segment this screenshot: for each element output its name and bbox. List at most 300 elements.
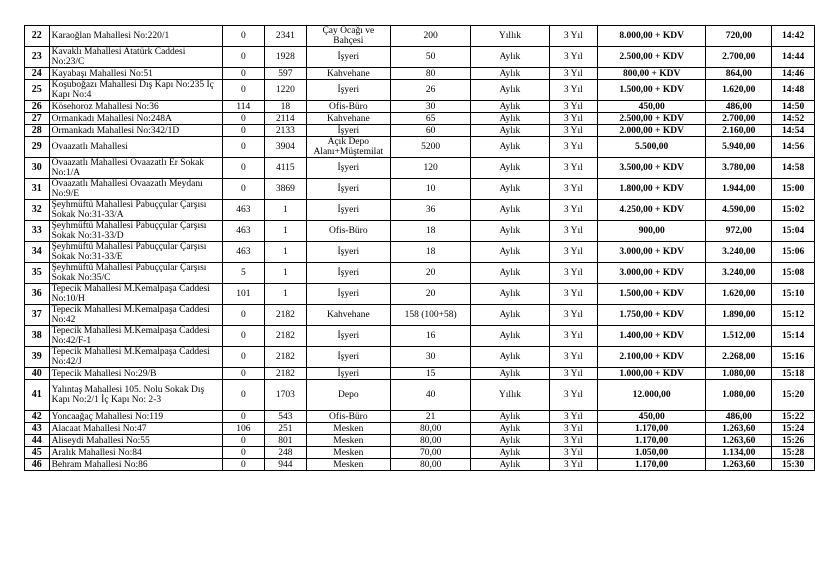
row-number: 43 xyxy=(25,423,50,435)
alan-cell: 30 xyxy=(391,347,471,368)
odeme-cell: Aylık xyxy=(471,179,549,200)
odeme-cell: Aylık xyxy=(471,423,549,435)
parsel-cell: 3904 xyxy=(265,137,306,158)
saat-cell: 14:50 xyxy=(772,101,815,113)
alan-cell: 20 xyxy=(391,263,471,284)
nitelik-cell: İşyeri xyxy=(306,326,391,347)
nitelik-cell: Açık Depo Alanı+Müştemilat xyxy=(306,137,391,158)
table-row xyxy=(25,284,815,305)
alan-cell: 15 xyxy=(391,368,471,380)
address-cell: Tepecik Mahallesi M.Kemalpaşa Caddesi No:42/J xyxy=(49,347,222,368)
sure-cell: 3 Yıl xyxy=(549,305,597,326)
table-row xyxy=(25,158,815,179)
sure-cell: 3 Yıl xyxy=(549,326,597,347)
saat-cell: 14:46 xyxy=(772,68,815,80)
sure-cell: 3 Yıl xyxy=(549,221,597,242)
sure-cell: 3 Yıl xyxy=(549,125,597,137)
alan-cell: 10 xyxy=(391,179,471,200)
address-cell: Kösehoroz Mahallesi No:36 xyxy=(49,101,222,113)
ada-cell: 0 xyxy=(222,125,265,137)
nitelik-cell: İşyeri xyxy=(306,284,391,305)
parsel-cell: 801 xyxy=(265,435,306,447)
sure-cell: 3 Yıl xyxy=(549,459,597,471)
saat-cell: 14:44 xyxy=(772,47,815,68)
nitelik-cell: İşyeri xyxy=(306,158,391,179)
alan-cell: 18 xyxy=(391,221,471,242)
bedel-cell: 4.250,00 + KDV xyxy=(598,200,706,221)
sure-cell: 3 Yıl xyxy=(549,26,597,47)
bedel-cell: 2.100,00 + KDV xyxy=(598,347,706,368)
table-row xyxy=(25,411,815,423)
nitelik-cell: Mesken xyxy=(306,435,391,447)
nitelik-cell: Mesken xyxy=(306,423,391,435)
saat-cell: 14:54 xyxy=(772,125,815,137)
row-number: 38 xyxy=(25,326,50,347)
nitelik-cell: İşyeri xyxy=(306,242,391,263)
bedel-cell: 1.170,00 xyxy=(598,459,706,471)
saat-cell: 15:16 xyxy=(772,347,815,368)
nitelik-cell: İşyeri xyxy=(306,179,391,200)
odeme-cell: Aylık xyxy=(471,200,549,221)
odeme-cell: Aylık xyxy=(471,137,549,158)
alan-cell: 21 xyxy=(391,411,471,423)
bedel-cell: 1.050,00 xyxy=(598,447,706,459)
odeme-cell: Aylık xyxy=(471,68,549,80)
teminat-cell: 1.890,00 xyxy=(706,305,772,326)
table-row xyxy=(25,435,815,447)
sure-cell: 3 Yıl xyxy=(549,423,597,435)
ada-cell: 0 xyxy=(222,179,265,200)
odeme-cell: Aylık xyxy=(471,326,549,347)
saat-cell: 15:04 xyxy=(772,221,815,242)
alan-cell: 70,00 xyxy=(391,447,471,459)
odeme-cell: Aylık xyxy=(471,263,549,284)
teminat-cell: 1.620,00 xyxy=(706,284,772,305)
saat-cell: 15:14 xyxy=(772,326,815,347)
saat-cell: 15:18 xyxy=(772,368,815,380)
odeme-cell: Aylık xyxy=(471,305,549,326)
bedel-cell: 1.170,00 xyxy=(598,435,706,447)
saat-cell: 15:26 xyxy=(772,435,815,447)
teminat-cell: 1.263,60 xyxy=(706,423,772,435)
address-cell: Ovaazatlı Mahallesi Ovaazatlı Meydanı No:9/E xyxy=(49,179,222,200)
saat-cell: 15:30 xyxy=(772,459,815,471)
bedel-cell: 2.500,00 + KDV xyxy=(598,47,706,68)
odeme-cell: Aylık xyxy=(471,435,549,447)
sure-cell: 3 Yıl xyxy=(549,113,597,125)
parsel-cell: 1 xyxy=(265,263,306,284)
alan-cell: 18 xyxy=(391,242,471,263)
parsel-cell: 2133 xyxy=(265,125,306,137)
row-number: 39 xyxy=(25,347,50,368)
nitelik-cell: Ofis-Büro xyxy=(306,221,391,242)
bedel-cell: 3.500,00 + KDV xyxy=(598,158,706,179)
nitelik-cell: Kahvehane xyxy=(306,305,391,326)
row-number: 25 xyxy=(25,80,50,101)
row-number: 40 xyxy=(25,368,50,380)
sure-cell: 3 Yıl xyxy=(549,158,597,179)
parsel-cell: 543 xyxy=(265,411,306,423)
ada-cell: 0 xyxy=(222,137,265,158)
address-cell: Tepecik Mahallesi M.Kemalpaşa Caddesi No:10/H xyxy=(49,284,222,305)
ada-cell: 5 xyxy=(222,263,265,284)
row-number: 37 xyxy=(25,305,50,326)
parsel-cell: 597 xyxy=(265,68,306,80)
table-row xyxy=(25,326,815,347)
alan-cell: 50 xyxy=(391,47,471,68)
saat-cell: 15:00 xyxy=(772,179,815,200)
teminat-cell: 864,00 xyxy=(706,68,772,80)
address-cell: Koşuboğazı Mahallesi Dış Kapı No:235 İç Kapı No:4 xyxy=(49,80,222,101)
sure-cell: 3 Yıl xyxy=(549,101,597,113)
nitelik-cell: Kahvehane xyxy=(306,113,391,125)
saat-cell: 14:58 xyxy=(772,158,815,179)
sure-cell: 3 Yıl xyxy=(549,435,597,447)
table-row xyxy=(25,459,815,471)
alan-cell: 65 xyxy=(391,113,471,125)
table-row xyxy=(25,68,815,80)
odeme-cell: Aylık xyxy=(471,47,549,68)
table-row xyxy=(25,305,815,326)
saat-cell: 14:48 xyxy=(772,80,815,101)
odeme-cell: Yıllık xyxy=(471,26,549,47)
saat-cell: 15:28 xyxy=(772,447,815,459)
table-row xyxy=(25,80,815,101)
parsel-cell: 1 xyxy=(265,284,306,305)
row-number: 46 xyxy=(25,459,50,471)
address-cell: Ovaazatlı Mahallesi Ovaazatlı Er Sokak No:1/A xyxy=(49,158,222,179)
bedel-cell: 450,00 xyxy=(598,101,706,113)
bedel-cell: 2.500,00 + KDV xyxy=(598,113,706,125)
alan-cell: 158 (100+58) xyxy=(391,305,471,326)
alan-cell: 26 xyxy=(391,80,471,101)
ada-cell: 0 xyxy=(222,380,265,411)
address-cell: Karaoğlan Mahallesi No:220/1 xyxy=(49,26,222,47)
odeme-cell: Aylık xyxy=(471,411,549,423)
address-cell: Aralık Mahallesi No:84 xyxy=(49,447,222,459)
address-cell: Tepecik Mahallesi M.Kemalpaşa Caddesi No:42 xyxy=(49,305,222,326)
row-number: 29 xyxy=(25,137,50,158)
bedel-cell: 1.800,00 + KDV xyxy=(598,179,706,200)
row-number: 22 xyxy=(25,26,50,47)
teminat-cell: 1.263,60 xyxy=(706,435,772,447)
table-row xyxy=(25,179,815,200)
alan-cell: 80,00 xyxy=(391,435,471,447)
ada-cell: 0 xyxy=(222,326,265,347)
teminat-cell: 4.590,00 xyxy=(706,200,772,221)
address-cell: Yoncaağaç Mahallesi No:119 xyxy=(49,411,222,423)
row-number: 32 xyxy=(25,200,50,221)
parsel-cell: 1 xyxy=(265,242,306,263)
ada-cell: 114 xyxy=(222,101,265,113)
table-row xyxy=(25,26,815,47)
nitelik-cell: İşyeri xyxy=(306,368,391,380)
ada-cell: 463 xyxy=(222,221,265,242)
alan-cell: 20 xyxy=(391,284,471,305)
ada-cell: 0 xyxy=(222,368,265,380)
row-number: 27 xyxy=(25,113,50,125)
alan-cell: 80,00 xyxy=(391,459,471,471)
odeme-cell: Yıllık xyxy=(471,380,549,411)
row-number: 42 xyxy=(25,411,50,423)
saat-cell: 15:10 xyxy=(772,284,815,305)
nitelik-cell: İşyeri xyxy=(306,200,391,221)
address-cell: Ormankadı Mahallesi No:342/1D xyxy=(49,125,222,137)
nitelik-cell: İşyeri xyxy=(306,263,391,284)
ada-cell: 0 xyxy=(222,347,265,368)
parsel-cell: 251 xyxy=(265,423,306,435)
bedel-cell: 12.000,00 xyxy=(598,380,706,411)
alan-cell: 60 xyxy=(391,125,471,137)
parsel-cell: 1220 xyxy=(265,80,306,101)
bedel-cell: 2.000,00 + KDV xyxy=(598,125,706,137)
nitelik-cell: İşyeri xyxy=(306,347,391,368)
teminat-cell: 486,00 xyxy=(706,101,772,113)
address-cell: Behram Mahallesi No:86 xyxy=(49,459,222,471)
odeme-cell: Aylık xyxy=(471,447,549,459)
parsel-cell: 4115 xyxy=(265,158,306,179)
saat-cell: 14:52 xyxy=(772,113,815,125)
bedel-cell: 900,00 xyxy=(598,221,706,242)
row-number: 34 xyxy=(25,242,50,263)
bedel-cell: 8.000,00 + KDV xyxy=(598,26,706,47)
bedel-cell: 3.000,00 + KDV xyxy=(598,263,706,284)
teminat-cell: 2.268,00 xyxy=(706,347,772,368)
address-cell: Kayabaşı Mahallesi No:51 xyxy=(49,68,222,80)
odeme-cell: Aylık xyxy=(471,459,549,471)
bedel-cell: 1.750,00 + KDV xyxy=(598,305,706,326)
address-cell: Aliseydi Mahallesi No:55 xyxy=(49,435,222,447)
nitelik-cell: Mesken xyxy=(306,447,391,459)
address-cell: Ovaazatlı Mahallesi xyxy=(49,137,222,158)
parsel-cell: 1 xyxy=(265,200,306,221)
teminat-cell: 972,00 xyxy=(706,221,772,242)
bedel-cell: 450,00 xyxy=(598,411,706,423)
saat-cell: 15:08 xyxy=(772,263,815,284)
table-row xyxy=(25,347,815,368)
saat-cell: 15:06 xyxy=(772,242,815,263)
parsel-cell: 2341 xyxy=(265,26,306,47)
ada-cell: 0 xyxy=(222,113,265,125)
ada-cell: 0 xyxy=(222,459,265,471)
sure-cell: 3 Yıl xyxy=(549,137,597,158)
teminat-cell: 1.134,00 xyxy=(706,447,772,459)
teminat-cell: 3.240,00 xyxy=(706,242,772,263)
row-number: 45 xyxy=(25,447,50,459)
alan-cell: 30 xyxy=(391,101,471,113)
nitelik-cell: İşyeri xyxy=(306,47,391,68)
ada-cell: 106 xyxy=(222,423,265,435)
table-row xyxy=(25,137,815,158)
address-cell: Şeyhmüftü Mahallesi Pabuççular Çarşısı Sokak No:35/C xyxy=(49,263,222,284)
nitelik-cell: İşyeri xyxy=(306,125,391,137)
parsel-cell: 2114 xyxy=(265,113,306,125)
ada-cell: 0 xyxy=(222,435,265,447)
alan-cell: 120 xyxy=(391,158,471,179)
row-number: 44 xyxy=(25,435,50,447)
parsel-cell: 2182 xyxy=(265,347,306,368)
bedel-cell: 3.000,00 + KDV xyxy=(598,242,706,263)
ada-cell: 0 xyxy=(222,68,265,80)
nitelik-cell: Kahvehane xyxy=(306,68,391,80)
row-number: 23 xyxy=(25,47,50,68)
address-cell: Şeyhmüftü Mahallesi Pabuççular Çarşısı Sokak No:31-33/D xyxy=(49,221,222,242)
nitelik-cell: Ofis-Büro xyxy=(306,411,391,423)
sure-cell: 3 Yıl xyxy=(549,200,597,221)
ada-cell: 0 xyxy=(222,80,265,101)
parsel-cell: 248 xyxy=(265,447,306,459)
sure-cell: 3 Yıl xyxy=(549,284,597,305)
odeme-cell: Aylık xyxy=(471,113,549,125)
teminat-cell: 3.240,00 xyxy=(706,263,772,284)
rental-tender-table xyxy=(24,25,815,471)
nitelik-cell: Çay Ocağı ve Bahçesi xyxy=(306,26,391,47)
table-row xyxy=(25,380,815,411)
saat-cell: 15:02 xyxy=(772,200,815,221)
teminat-cell: 2.160,00 xyxy=(706,125,772,137)
address-cell: Alacaat Mahallesi No:47 xyxy=(49,423,222,435)
ada-cell: 0 xyxy=(222,447,265,459)
table-row xyxy=(25,263,815,284)
nitelik-cell: Mesken xyxy=(306,459,391,471)
table-row xyxy=(25,125,815,137)
address-cell: Şeyhmüftü Mahallesi Pabuççular Çarşısı Sokak No:31-33/E xyxy=(49,242,222,263)
odeme-cell: Aylık xyxy=(471,101,549,113)
parsel-cell: 18 xyxy=(265,101,306,113)
nitelik-cell: Depo xyxy=(306,380,391,411)
teminat-cell: 3.780,00 xyxy=(706,158,772,179)
bedel-cell: 1.000,00 + KDV xyxy=(598,368,706,380)
table-row xyxy=(25,101,815,113)
ada-cell: 0 xyxy=(222,305,265,326)
table-row xyxy=(25,200,815,221)
teminat-cell: 1.080,00 xyxy=(706,380,772,411)
row-number: 33 xyxy=(25,221,50,242)
row-number: 24 xyxy=(25,68,50,80)
row-number: 30 xyxy=(25,158,50,179)
row-number: 35 xyxy=(25,263,50,284)
row-number: 28 xyxy=(25,125,50,137)
address-cell: Şeyhmüftü Mahallesi Pabuççular Çarşısı Sokak No:31-33/A xyxy=(49,200,222,221)
ada-cell: 0 xyxy=(222,411,265,423)
parsel-cell: 2182 xyxy=(265,326,306,347)
teminat-cell: 720,00 xyxy=(706,26,772,47)
saat-cell: 15:12 xyxy=(772,305,815,326)
teminat-cell: 1.512,00 xyxy=(706,326,772,347)
table-row xyxy=(25,423,815,435)
table-row xyxy=(25,368,815,380)
parsel-cell: 2182 xyxy=(265,305,306,326)
teminat-cell: 1.080,00 xyxy=(706,368,772,380)
teminat-cell: 1.263,60 xyxy=(706,459,772,471)
saat-cell: 14:42 xyxy=(772,26,815,47)
odeme-cell: Aylık xyxy=(471,80,549,101)
alan-cell: 5200 xyxy=(391,137,471,158)
teminat-cell: 2.700,00 xyxy=(706,113,772,125)
bedel-cell: 1.170,00 xyxy=(598,423,706,435)
parsel-cell: 1 xyxy=(265,221,306,242)
row-number: 31 xyxy=(25,179,50,200)
sure-cell: 3 Yıl xyxy=(549,368,597,380)
sure-cell: 3 Yıl xyxy=(549,179,597,200)
sure-cell: 3 Yıl xyxy=(549,380,597,411)
odeme-cell: Aylık xyxy=(471,284,549,305)
ada-cell: 0 xyxy=(222,26,265,47)
ada-cell: 463 xyxy=(222,242,265,263)
alan-cell: 16 xyxy=(391,326,471,347)
address-cell: Kavaklı Mahallesi Atatürk Caddesi No:23/C xyxy=(49,47,222,68)
sure-cell: 3 Yıl xyxy=(549,242,597,263)
address-cell: Tepecik Mahallesi No:29/B xyxy=(49,368,222,380)
odeme-cell: Aylık xyxy=(471,368,549,380)
sure-cell: 3 Yıl xyxy=(549,68,597,80)
parsel-cell: 944 xyxy=(265,459,306,471)
row-number: 36 xyxy=(25,284,50,305)
saat-cell: 15:24 xyxy=(772,423,815,435)
alan-cell: 200 xyxy=(391,26,471,47)
sure-cell: 3 Yıl xyxy=(549,80,597,101)
odeme-cell: Aylık xyxy=(471,242,549,263)
teminat-cell: 2.700,00 xyxy=(706,47,772,68)
bedel-cell: 1.400,00 + KDV xyxy=(598,326,706,347)
table-row xyxy=(25,221,815,242)
sure-cell: 3 Yıl xyxy=(549,447,597,459)
sure-cell: 3 Yıl xyxy=(549,347,597,368)
ada-cell: 463 xyxy=(222,200,265,221)
ada-cell: 0 xyxy=(222,158,265,179)
address-cell: Tepecik Mahallesi M.Kemalpaşa Caddesi No:42/F-1 xyxy=(49,326,222,347)
saat-cell: 14:56 xyxy=(772,137,815,158)
saat-cell: 15:20 xyxy=(772,380,815,411)
address-cell: Ormankadı Mahallesi No:248A xyxy=(49,113,222,125)
saat-cell: 15:22 xyxy=(772,411,815,423)
address-cell: Yalıntaş Mahallesi 105. Nolu Sokak Dış Kapı No:2/1 İç Kapı No: 2-3 xyxy=(49,380,222,411)
alan-cell: 80,00 xyxy=(391,423,471,435)
teminat-cell: 1.944,00 xyxy=(706,179,772,200)
row-number: 41 xyxy=(25,380,50,411)
odeme-cell: Aylık xyxy=(471,347,549,368)
parsel-cell: 1703 xyxy=(265,380,306,411)
table-row xyxy=(25,47,815,68)
row-number: 26 xyxy=(25,101,50,113)
teminat-cell: 486,00 xyxy=(706,411,772,423)
bedel-cell: 1.500,00 + KDV xyxy=(598,284,706,305)
table-row xyxy=(25,242,815,263)
parsel-cell: 2182 xyxy=(265,368,306,380)
table-row xyxy=(25,113,815,125)
odeme-cell: Aylık xyxy=(471,125,549,137)
ada-cell: 0 xyxy=(222,47,265,68)
odeme-cell: Aylık xyxy=(471,158,549,179)
bedel-cell: 1.500,00 + KDV xyxy=(598,80,706,101)
teminat-cell: 5.940,00 xyxy=(706,137,772,158)
alan-cell: 40 xyxy=(391,380,471,411)
bedel-cell: 800,00 + KDV xyxy=(598,68,706,80)
bedel-cell: 5.500,00 xyxy=(598,137,706,158)
alan-cell: 36 xyxy=(391,200,471,221)
teminat-cell: 1.620,00 xyxy=(706,80,772,101)
parsel-cell: 3869 xyxy=(265,179,306,200)
table-row xyxy=(25,447,815,459)
odeme-cell: Aylık xyxy=(471,221,549,242)
sure-cell: 3 Yıl xyxy=(549,263,597,284)
alan-cell: 80 xyxy=(391,68,471,80)
nitelik-cell: İşyeri xyxy=(306,80,391,101)
parsel-cell: 1928 xyxy=(265,47,306,68)
sure-cell: 3 Yıl xyxy=(549,411,597,423)
ada-cell: 101 xyxy=(222,284,265,305)
nitelik-cell: Ofis-Büro xyxy=(306,101,391,113)
